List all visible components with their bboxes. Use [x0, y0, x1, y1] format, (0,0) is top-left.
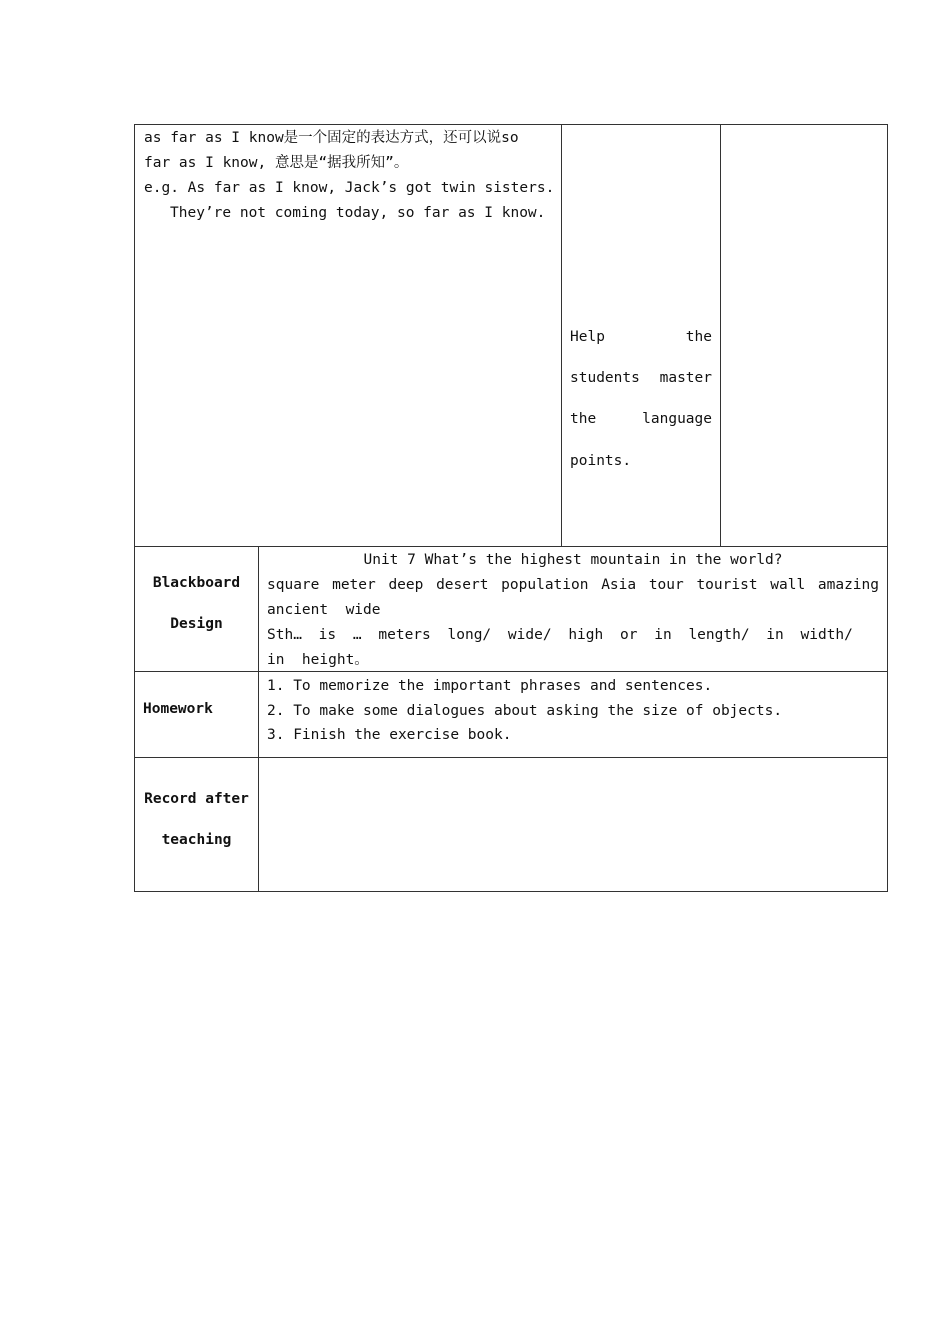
purpose-word: the	[570, 411, 597, 427]
record-label: Record after	[144, 791, 249, 807]
pattern-word: is	[318, 627, 337, 643]
table-border-right	[887, 124, 888, 892]
vocab-word: deep	[388, 577, 424, 593]
vocab-word: desert	[436, 577, 489, 593]
purpose-line	[570, 452, 631, 470]
vocab-word: tourist	[696, 577, 758, 593]
col-divider-top-2	[720, 124, 721, 547]
explanation-line: as far as I know是一个固定的表达方式，还可以说so	[144, 130, 519, 146]
row-divider-3	[134, 757, 888, 758]
purpose-word: Help	[570, 329, 605, 345]
pattern-word: …	[352, 627, 362, 643]
homework-item: 3. Finish the exercise book.	[267, 727, 512, 743]
pattern-word: in	[654, 627, 672, 643]
record-label: teaching	[161, 832, 232, 848]
purpose-line	[570, 410, 712, 428]
blackboard-label: Blackboard	[152, 575, 241, 591]
vocabulary-line	[267, 576, 879, 594]
pattern-word: long/	[447, 627, 492, 643]
purpose-word: points.	[570, 453, 632, 469]
pattern-word: meters	[378, 627, 431, 643]
homework-item: 1. To memorize the important phrases and sentences.	[267, 678, 713, 694]
table-border-bottom	[134, 891, 888, 892]
pattern-word: width/	[800, 627, 853, 643]
explanation-line: far as I know, 意思是“据我所知”。	[144, 155, 409, 171]
blackboard-label: Design	[170, 616, 223, 632]
vocab-word: amazing	[817, 577, 879, 593]
vocab-word: wall	[770, 577, 806, 593]
table-border-left	[134, 124, 135, 892]
col-divider-label	[258, 546, 259, 892]
example-line: e.g. As far as I know, Jack’s got twin sisters.	[144, 180, 555, 196]
pattern-word: high	[568, 627, 604, 643]
homework-item: 2. To make some dialogues about asking the size of objects.	[267, 703, 783, 719]
vocab-word: square	[267, 577, 320, 593]
pattern-word: Sth…	[267, 627, 302, 643]
vocab-word: population	[501, 577, 589, 593]
purpose-line	[570, 369, 712, 387]
pattern-word: or	[620, 627, 638, 643]
blackboard-title: Unit 7 What’s the highest mountain in the world?	[363, 552, 783, 568]
purpose-word: master	[659, 370, 712, 386]
row-divider-2	[134, 671, 888, 672]
pattern-word: length/	[688, 627, 750, 643]
example-line: They’re not coming today, so far as I know.	[170, 205, 546, 221]
vocabulary-line: ancient wide	[267, 602, 381, 618]
vocab-word: meter	[332, 577, 376, 593]
purpose-word: the	[685, 329, 712, 345]
purpose-word: students	[570, 370, 640, 386]
col-divider-top-1	[561, 124, 562, 547]
vocab-word: tour	[648, 577, 684, 593]
pattern-word: wide/	[507, 627, 552, 643]
vocab-word: Asia	[601, 577, 637, 593]
table-border-top	[134, 124, 888, 125]
homework-label: Homework	[143, 701, 213, 717]
pattern-word: in	[766, 627, 784, 643]
purpose-word: language	[642, 411, 712, 427]
pattern-line	[267, 626, 853, 644]
purpose-line	[570, 328, 712, 346]
row-divider-1	[134, 546, 888, 547]
pattern-line: in height。	[267, 652, 369, 668]
